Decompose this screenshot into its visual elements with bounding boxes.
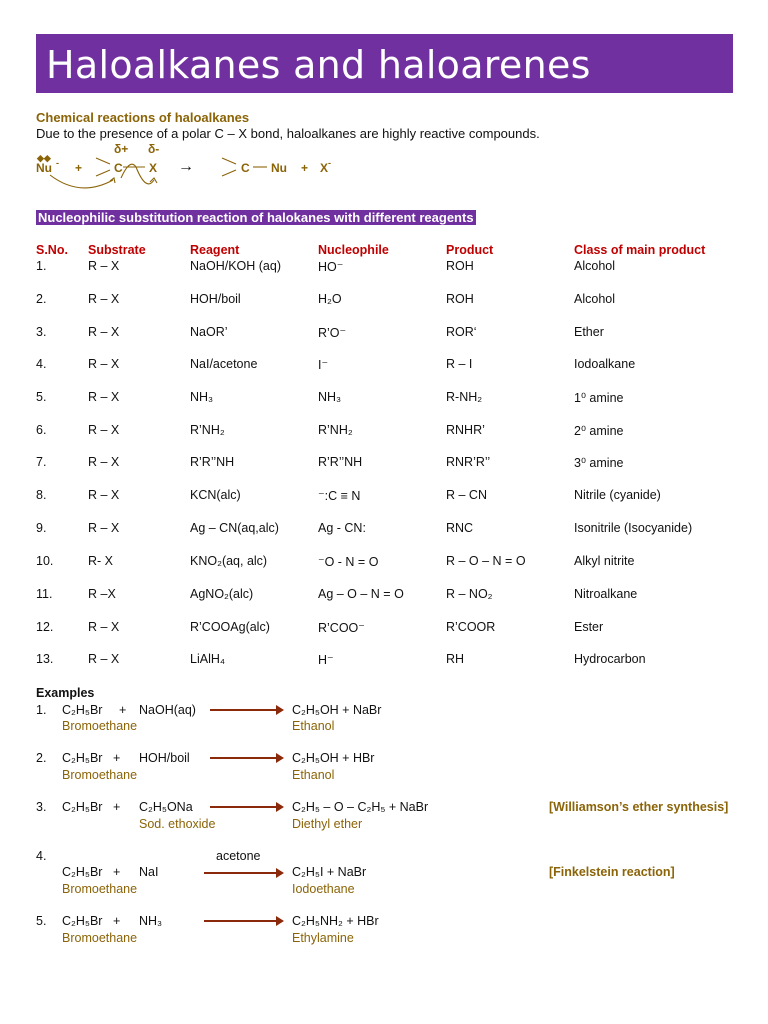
cell-product: RNC xyxy=(446,521,474,535)
intro-text: Due to the presence of a polar C – X bond, haloalkanes are highly reactive compounds. xyxy=(36,126,540,141)
example-product: C₂H₅NH₂ + HBr xyxy=(292,914,379,928)
plus-sign: + xyxy=(75,161,83,175)
example-reactant-2: HOH/boil xyxy=(139,751,190,765)
delta-minus-label: δ- xyxy=(148,142,160,156)
cell-substrate: R – X xyxy=(88,292,120,306)
cell-class: 3⁰ amine xyxy=(574,456,624,470)
table-header-row xyxy=(0,243,768,259)
example-plus: + xyxy=(113,914,121,928)
delta-plus-label: δ+ xyxy=(114,142,129,156)
example-number: 1. xyxy=(36,703,47,717)
cell-class: Ether xyxy=(574,325,604,339)
cell-sno: 8. xyxy=(36,488,47,502)
cell-product: RH xyxy=(446,652,465,666)
table-row xyxy=(0,292,768,308)
cell-substrate: R – X xyxy=(88,455,120,469)
cell-class: 2⁰ amine xyxy=(574,424,624,438)
example-reactant-2: C₂H₅ONa xyxy=(139,800,193,814)
cell-sno: 12. xyxy=(36,620,54,634)
cell-product: RNR’R’’ xyxy=(446,455,491,469)
table-row xyxy=(0,390,768,406)
example-reactant-1: C₂H₅Br xyxy=(62,865,103,879)
cell-product: ROR‘ xyxy=(446,325,477,339)
cell-product: R’COOR xyxy=(446,620,496,634)
bond-lines-and-curved-arrows-icon xyxy=(0,0,768,200)
example-note: [Finkelstein reaction] xyxy=(549,865,675,879)
cell-product: RNHR’ xyxy=(446,423,485,437)
header-substrate: Substrate xyxy=(88,243,146,257)
cell-substrate: R – X xyxy=(88,488,120,502)
cell-nucleophile: ⁻:C ≡ N xyxy=(318,489,361,503)
example-number: 2. xyxy=(36,751,47,765)
table-row xyxy=(0,259,768,275)
cell-reagent: Ag – CN(aq,alc) xyxy=(190,521,279,535)
cell-product: ROH xyxy=(446,259,474,273)
cell-reagent: NH₃ xyxy=(190,390,214,404)
cell-sno: 6. xyxy=(36,423,47,437)
cell-sno: 10. xyxy=(36,554,54,568)
cell-class: Alcohol xyxy=(574,292,615,306)
example-plus: + xyxy=(113,751,121,765)
cell-class: Alcohol xyxy=(574,259,615,273)
cell-nucleophile: R’O⁻ xyxy=(318,326,347,340)
table-row xyxy=(0,325,768,341)
cell-reagent: KNO₂(aq, alc) xyxy=(190,554,268,568)
cell-nucleophile: R’R’’NH xyxy=(318,455,363,469)
intro-heading: Chemical reactions of haloalkanes xyxy=(36,110,250,125)
carbon-atom: C xyxy=(114,161,123,175)
reaction-arrow-icon: → xyxy=(178,158,194,175)
header-product: Product xyxy=(446,243,494,257)
table-row xyxy=(0,587,768,603)
cell-reagent: R’R’’NH xyxy=(190,455,235,469)
cell-substrate: R – X xyxy=(88,325,120,339)
table-row xyxy=(0,455,768,471)
cell-class: Hydrocarbon xyxy=(574,652,646,666)
reaction-arrow-icon xyxy=(204,920,282,922)
table-row xyxy=(0,620,768,636)
cell-sno: 9. xyxy=(36,521,47,535)
example-number: 3. xyxy=(36,800,47,814)
example-reactant-1-name: Bromoethane xyxy=(62,931,138,945)
plus-sign-2: + xyxy=(301,161,309,175)
cell-nucleophile: R’NH₂ xyxy=(318,423,353,437)
cell-class: 1⁰ amine xyxy=(574,391,624,405)
cell-class: Nitrile (cyanide) xyxy=(574,488,661,502)
cell-nucleophile: ⁻O - N = O xyxy=(318,555,379,569)
example-product-name: Ethylamine xyxy=(292,931,354,945)
cell-substrate: R – X xyxy=(88,357,120,371)
example-plus: + xyxy=(113,865,121,879)
header-class: Class of main product xyxy=(574,243,706,257)
header-nucleophile: Nucleophile xyxy=(318,243,389,257)
example-reactant-2: NH₃ xyxy=(139,914,163,928)
page-title: Haloalkanes and haloarenes xyxy=(46,43,591,87)
example-product-name: Ethanol xyxy=(292,768,335,782)
lone-pair-dots-icon: ◆◆ xyxy=(37,153,51,163)
cell-sno: 13. xyxy=(36,652,54,666)
example-product: C₂H₅OH + HBr xyxy=(292,751,375,765)
product-carbon: C xyxy=(241,161,250,175)
table-row xyxy=(0,423,768,439)
table-row xyxy=(0,652,768,668)
cell-class: Isonitrile (Isocyanide) xyxy=(574,521,693,535)
cell-product: R – I xyxy=(446,357,473,371)
example-product: C₂H₅I + NaBr xyxy=(292,865,367,879)
product-nucleophile: Nu xyxy=(271,161,287,175)
cell-class: Nitroalkane xyxy=(574,587,638,601)
cell-sno: 2. xyxy=(36,292,47,306)
example-reactant-1: C₂H₅Br xyxy=(62,703,103,717)
cell-reagent: NaI/acetone xyxy=(190,357,258,371)
example-note: [Williamson’s ether synthesis] xyxy=(549,800,729,814)
cell-product: R – NO₂ xyxy=(446,587,493,601)
example-plus: + xyxy=(113,800,121,814)
table-row xyxy=(0,554,768,570)
cell-nucleophile: R’COO⁻ xyxy=(318,621,365,635)
nucleophile-label: Nu xyxy=(36,161,52,175)
cell-substrate: R – X xyxy=(88,620,120,634)
leaving-group: X xyxy=(320,161,329,175)
example-number: 4. xyxy=(36,849,47,863)
reaction-arrow-icon xyxy=(210,757,282,759)
header-sno: S.No. xyxy=(36,243,68,257)
cell-product: R – O – N = O xyxy=(446,554,526,568)
cell-substrate: R – X xyxy=(88,521,120,535)
cell-nucleophile: H₂O xyxy=(318,292,342,306)
example-product-name: Diethyl ether xyxy=(292,817,363,831)
cell-sno: 4. xyxy=(36,357,47,371)
example-plus: + xyxy=(119,703,127,717)
cell-product: R – CN xyxy=(446,488,487,502)
table-row xyxy=(0,488,768,504)
header-reagent: Reagent xyxy=(190,243,240,257)
cell-substrate: R – X xyxy=(88,652,120,666)
cell-reagent: NaOR’ xyxy=(190,325,228,339)
example-product: C₂H₅ – O – C₂H₅ + NaBr xyxy=(292,800,429,814)
table-row xyxy=(0,521,768,537)
example-reactant-2-name: Sod. ethoxide xyxy=(139,817,216,831)
example-product: C₂H₅OH + NaBr xyxy=(292,703,382,717)
cell-reagent: KCN(alc) xyxy=(190,488,241,502)
halogen-atom: X xyxy=(149,161,158,175)
leaving-group-charge: - xyxy=(328,158,331,168)
cell-sno: 1. xyxy=(36,259,47,273)
cell-reagent: R’NH₂ xyxy=(190,423,225,437)
cell-nucleophile: HO⁻ xyxy=(318,260,344,274)
cell-sno: 5. xyxy=(36,390,47,404)
cell-class: Iodoalkane xyxy=(574,357,636,371)
cell-substrate: R – X xyxy=(88,259,120,273)
examples-heading: Examples xyxy=(36,686,95,700)
section-heading-text: Nucleophilic substitution reaction of halokanes with different reagents xyxy=(38,210,474,225)
cell-sno: 11. xyxy=(36,587,53,601)
cell-nucleophile: Ag - CN: xyxy=(318,521,366,535)
cell-class: Alkyl nitrite xyxy=(574,554,635,568)
example-condition: acetone xyxy=(216,849,261,863)
example-number: 5. xyxy=(36,914,47,928)
cell-nucleophile: NH₃ xyxy=(318,390,342,404)
example-reactant-1-name: Bromoethane xyxy=(62,882,138,896)
cell-reagent: NaOH/KOH (aq) xyxy=(190,259,281,273)
example-reactant-1: C₂H₅Br xyxy=(62,751,103,765)
cell-nucleophile: I⁻ xyxy=(318,358,329,372)
example-reactant-1: C₂H₅Br xyxy=(62,914,103,928)
cell-reagent: HOH/boil xyxy=(190,292,241,306)
section-heading xyxy=(36,209,476,227)
example-reactant-1-name: Bromoethane xyxy=(62,768,138,782)
cell-nucleophile: H⁻ xyxy=(318,653,334,667)
cell-reagent: R’COOAg(alc) xyxy=(190,620,270,634)
cell-nucleophile: Ag – O – N = O xyxy=(318,587,404,601)
cell-product: R-NH₂ xyxy=(446,390,483,404)
table-row xyxy=(0,357,768,373)
example-reactant-2: NaOH(aq) xyxy=(139,703,196,717)
example-product-name: Ethanol xyxy=(292,719,335,733)
cell-substrate: R- X xyxy=(88,554,113,568)
example-reactant-2: NaI xyxy=(139,865,159,879)
cell-substrate: R – X xyxy=(88,390,120,404)
cell-class: Ester xyxy=(574,620,604,634)
example-reactant-1-name: Bromoethane xyxy=(62,719,138,733)
reaction-arrow-icon xyxy=(204,872,282,874)
example-product-name: Iodoethane xyxy=(292,882,355,896)
reaction-arrow-icon xyxy=(210,709,282,711)
cell-sno: 3. xyxy=(36,325,47,339)
cell-reagent: AgNO₂(alc) xyxy=(190,587,254,601)
cell-sno: 7. xyxy=(36,455,47,469)
example-reactant-1: C₂H₅Br xyxy=(62,800,103,814)
cell-substrate: R – X xyxy=(88,423,120,437)
nucleophile-charge: - xyxy=(56,158,59,168)
cell-reagent: LiAlH₄ xyxy=(190,652,225,666)
cell-product: ROH xyxy=(446,292,474,306)
reaction-arrow-icon xyxy=(210,806,282,808)
cell-substrate: R –X xyxy=(88,587,116,601)
